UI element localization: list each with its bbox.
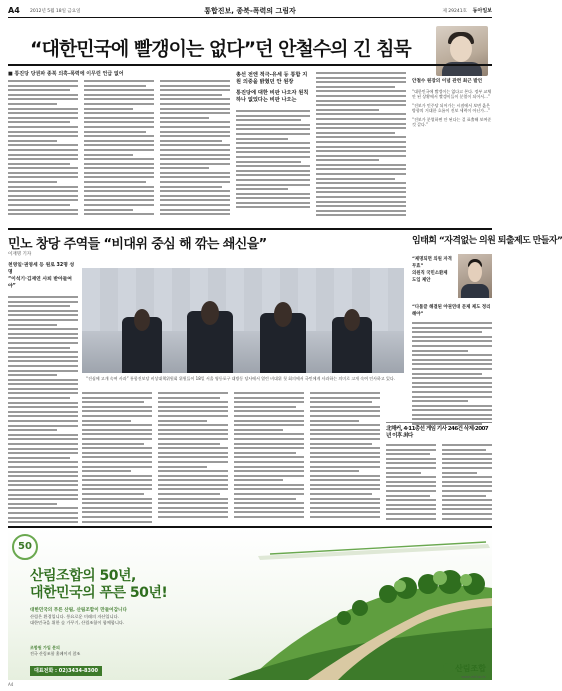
quote: “진보가 민주당 되어가는 시점에서 보면 옳은 방향의 거대한 흐름이 진보 세력이 아닌가…” (412, 103, 491, 113)
quote: “진보가 분열하면 안 된다는 걸 표출해 보여준 것 같다.” (412, 117, 492, 127)
forest-road-illustration (8, 528, 492, 680)
byline: 이재명 기자 (8, 252, 32, 257)
paper-name: 동아일보 (472, 8, 492, 14)
article-text-column (234, 392, 304, 524)
portrait-photo (458, 254, 492, 298)
article-text-column (442, 444, 492, 524)
article-text-column (8, 262, 78, 524)
news-photo (82, 268, 404, 373)
advertisement[interactable] (8, 528, 492, 680)
ad-phone[interactable]: 대표전화 : 02)3434-8300 (30, 666, 102, 676)
article-subhead: “다툼끝 해결된 야권연대 문제 제도 정리 해야” (412, 305, 491, 317)
lead-subhead: 총선 전엔 적극-유세 등 통합 지원 의중을 밝혔던 안 원장 (236, 72, 308, 85)
divider (8, 64, 492, 66)
section-title: 통합진보, 종북-폭력의 그림자 (204, 7, 296, 15)
article-text-column (82, 392, 152, 524)
ad-logo[interactable]: 산림조합 (443, 663, 486, 674)
article-headline: 北해커, 4·11총선 게임 기사 246건 삭제·2007년 이후 최다 (386, 426, 489, 439)
lead-subhead: 통진당에 대한 비판 나오자 원칙 하나 없었다는 비판 나오는 (236, 90, 309, 103)
anniversary-badge: 50 (12, 534, 38, 560)
quote: “대한민국에 빨갱이는 없다고 본다. 정부 교체 안 된 상황에서 빨갱이들이 분열이 되어서…” (412, 89, 492, 99)
subhead-column (236, 72, 310, 222)
ad-contact: 조합원 가입 문의 전국 산림조합 홈페이지 참조 (30, 645, 81, 656)
issue-number: 제 29241호 (442, 9, 467, 14)
photo-caption: “진심에 고개 숙여 사과” 통합진보당 비상대책위원회 위원들이 18일 서울 영등포구 대방동 당사에서 열린 비대위 첫 회의에서 국민에게 사과하는 의미로 고개 숙여 인사하고 있다. (86, 376, 395, 381)
article-kicker-box (412, 256, 452, 306)
article-text-column (386, 444, 436, 524)
portrait-photo (436, 26, 488, 76)
article-kicker: “제명되면 의원 자격 무효” (412, 257, 452, 269)
article-text-column (160, 80, 230, 220)
article-kicker: 의원직 국민소환제 도입 제안 (412, 271, 448, 283)
article-text-column (310, 392, 380, 524)
ad-body: 대한민국의 푸른 산림, 산림조합이 만들어갑니다 산림은 환경입니다. 풍요로운 미래의 자산입니다. 대한민국을 위한 숲 가꾸기, 산림조합이 함께합니다. (30, 608, 127, 625)
quote-box-title: 안철수 원장의 이념 관련 최근 발언 (412, 79, 483, 84)
article-text-column (8, 80, 78, 220)
article-headline: 임태희 “자격없는 의원 퇴출제도 만들자” (412, 236, 562, 246)
leaf-icon (443, 663, 453, 673)
article-kicker: 천영일·권영세 등 원로 32명 성명 (8, 263, 75, 275)
page-header (8, 6, 492, 18)
lead-kicker: ■ 통진당 당권파 종북 의혹-폭력에 이무런 언급 없어 (8, 71, 124, 77)
footer-page-number: A4 (8, 682, 14, 687)
masthead-right (442, 7, 492, 14)
ad-headline: 산림조합의 50년, 대한민국의 푸른 50년! (30, 568, 168, 601)
article-text-column (412, 304, 492, 419)
quote-box (412, 78, 492, 228)
article-text-column (316, 72, 406, 222)
article-text-column (84, 80, 154, 220)
article-subtitle: “이석기·김재연 사퇴 받아들여야” (8, 277, 72, 289)
divider (386, 422, 492, 423)
lead-headline: “대한민국에 빨갱이는 없다”던 안철수의 긴 침묵 (30, 38, 411, 60)
page-number: A4 (8, 6, 20, 15)
ad-url[interactable]: www.nfcf.or.kr (461, 675, 486, 679)
issue-date: 2012년 5월 18일 금요일 (30, 9, 81, 14)
article-headline: 민노 창당 주역들 “비대위 중심 해 깎는 쇄신을” (8, 237, 267, 252)
divider (8, 228, 492, 230)
article-text-column (158, 392, 228, 524)
